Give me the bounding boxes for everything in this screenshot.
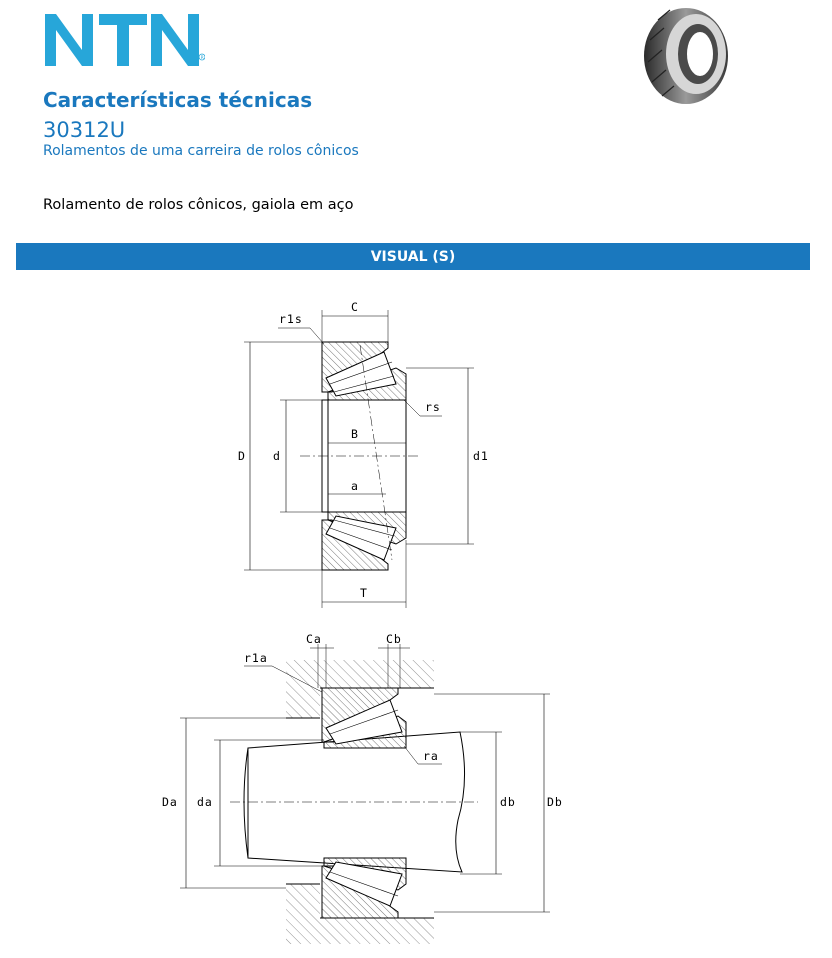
label-r1a: r1a <box>244 651 268 665</box>
label-ra: ra <box>423 749 439 763</box>
product-description: Rolamento de rolos cônicos, gaiola em aço <box>43 197 354 213</box>
label-D: D <box>238 449 246 463</box>
label-Da: Da <box>162 795 178 809</box>
label-T: T <box>360 586 368 600</box>
label-da: da <box>197 795 213 809</box>
product-subtitle: Rolamentos de uma carreira de rolos cônicos <box>43 143 359 159</box>
label-a: a <box>351 479 359 493</box>
label-Cb: Cb <box>386 632 402 646</box>
label-d1: d1 <box>473 449 489 463</box>
label-d: d <box>273 449 281 463</box>
label-Ca: Ca <box>306 632 322 646</box>
page-title: Características técnicas <box>43 88 313 112</box>
mounting-diagram <box>180 644 550 944</box>
label-r1s: r1s <box>279 312 303 326</box>
label-B: B <box>351 427 359 441</box>
label-db: db <box>500 795 516 809</box>
label-C: C <box>351 300 359 314</box>
svg-text:R: R <box>200 55 204 61</box>
label-Db: Db <box>547 795 563 809</box>
label-rs: rs <box>425 400 441 414</box>
model-number: 30312U <box>43 118 126 142</box>
section-label: VISUAL (S) <box>370 248 456 265</box>
